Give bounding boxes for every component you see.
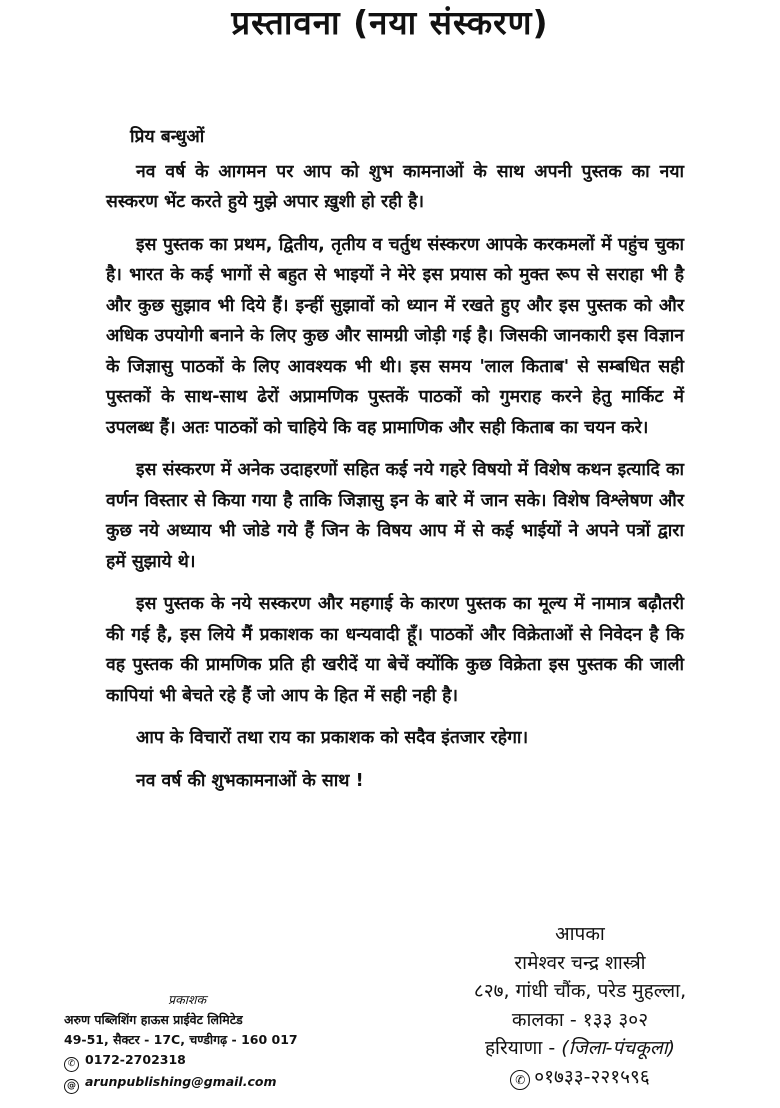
publisher-phone: 0172-2702318 xyxy=(85,1052,186,1067)
publisher-phone-line xyxy=(64,1050,384,1072)
publisher-email-line xyxy=(64,1072,384,1094)
paragraph-4: इस पुस्तक के नये सस्करण और महगाई के कारण पुस्तक का मूल्य में नामात्र बढ़ौतरी की गई है, इस लिये मैं प्रकाशक का धन्यवादी हूँ। पाठकों और विक्रेताओं से निवेदन है कि वह पुस्तक की प्रामणिक प्रति ही खरीदें या बेचें क्योंकि कुछ विक्रेता इस पुस्तक की जाली कापियां भी बेचते रहे हैं जो आप के हित में सही नही है। xyxy=(106,594,684,706)
signature-address-line2: कालका - १३३ ३०२ xyxy=(511,1008,649,1031)
signature-yours: आपका xyxy=(555,923,605,945)
phone-icon: ✆ xyxy=(64,1057,79,1072)
page-title: प्रस्तावना (नया संस्करण) xyxy=(231,3,549,42)
closing-line-2: नव वर्ष की शुभकामनाओं के साथ ! xyxy=(136,770,364,791)
signature-state: हरियाणा - xyxy=(484,1037,556,1059)
signature-state-line xyxy=(440,1034,720,1063)
closing-line-1: आप के विचारों तथा राय का प्रकाशक को सदैव इंतजार रहेगा। xyxy=(136,728,529,748)
salutation: प्रिय बन्धुओं xyxy=(130,127,205,147)
paragraph-2: इस पुस्तक का प्रथम, द्वितीय, तृतीय व चर्तुथ संस्करण आपके करकमलों में पहुंच चुका है। भारत के कई भागों से बहुत से भाइयों ने मेरे इस प्रयास को मुक्त रूप से सराहा भी है और कुछ सुझाव भी दिये हैं। इन्हीं सुझावों को ध्यान में रखते हुए और इस पुस्तक को और अधिक उपयोगी बनाने के लिए कुछ और सामग्री जोड़ी गई है। जिसकी जानकारी इस विज्ञान के जिज्ञासु पाठकों के लिए आवश्यक भी थी। इस समय 'लाल किताब' से सम्बधित सही पुस्तकों के साथ-साथ ढेरों अप्रामणिक पुस्तकें पाठकों को गुमराह करने हेतु मार्किट में उपलब्ध हैं। अतः पाठकों को चाहिये कि वह प्रामाणिक और सही किताब का चयन करे। xyxy=(106,234,684,438)
publisher-label: प्रकाशक xyxy=(168,992,207,1007)
publisher-name: अरुण पब्लिशिंग हाऊस प्राईवेट लिमिटेड xyxy=(64,1012,243,1027)
signature-phone-line xyxy=(440,1063,720,1092)
signature-address-line1: ८२७, गांधी चौंक, परेड मुहल्ला, xyxy=(473,980,687,1002)
signature-name: रामेश्वर चन्द्र शास्त्री xyxy=(514,951,646,974)
publisher-block xyxy=(64,990,384,1094)
paragraph-1: नव वर्ष के आगमन पर आप को शुभ कामनाओं के साथ अपनी पुस्तक का नया सस्करण भेंट करते हुये मुझे अपार ख़ुशी हो रही है। xyxy=(106,161,684,212)
letter-body xyxy=(106,122,684,808)
email-icon: @ xyxy=(64,1079,79,1094)
publisher-email: arunpublishing@gmail.com xyxy=(85,1074,277,1089)
paragraph-3: इस संस्करण में अनेक उदाहरणों सहित कई नये गहरे विषयो में विशेष कथन इत्यादि का वर्णन विस्तार से किया गया है ताकि जिज्ञासु इन के बारे में जान सके। विशेष विश्लेषण और कुछ नये अध्याय भी जोडे गये हैं जिन के विषय आप में से कई भाईयों ने अपने पत्रों द्वारा हमें सुझाये थे। xyxy=(106,460,684,572)
signature-phone: ०१७३३-२२१५९६ xyxy=(534,1065,650,1088)
publisher-address: 49-51, सैक्टर - 17C, चण्डीगढ़ - 160 017 xyxy=(64,1032,298,1047)
signature-district: (जिला-पंचकूला) xyxy=(561,1037,676,1059)
phone-icon: ✆ xyxy=(510,1070,530,1090)
signature-block xyxy=(440,920,720,1091)
